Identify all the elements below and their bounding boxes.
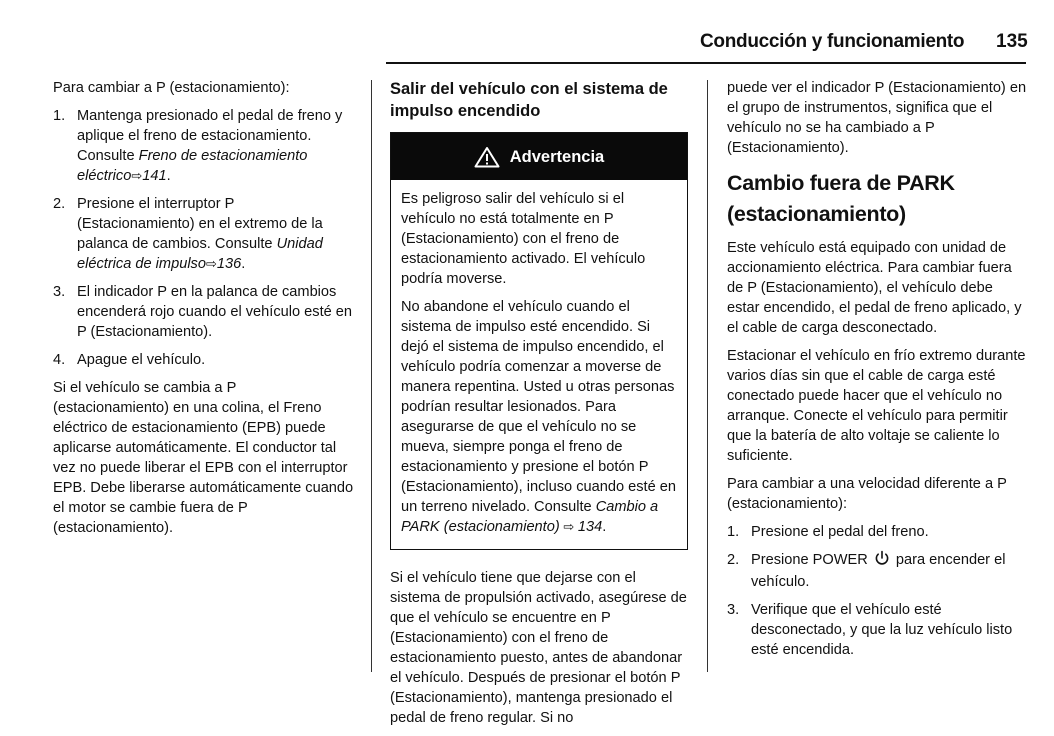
page-ref-arrow-icon: ⇨ [131, 168, 143, 183]
step-number: 1. [727, 524, 740, 540]
step-text: para encender el vehículo. [751, 552, 1006, 590]
warning-heading: Advertencia [509, 147, 605, 166]
step-text: Verifique que el vehículo esté desconectado, y que la luz vehículo listo esté encendida. [751, 602, 1013, 658]
warning-paragraph: No abandone el vehículo cuando el sistema de impulso esté encendido. Si dejó el sistema de impulso encendido, el vehículo podría comenzar a moverse de manera repentina. Usted u otras personas podrían resultar lesionados. Para asegurarse de que el vehículo no se mueva, siempre ponga el freno de estacionamiento y presione el botón P (Estacionamiento), incluso cuando esté en un terreno nivelado. Consulte Cambio a PARK (estacionamiento) ⇨ 134. [401, 299, 677, 535]
step-text: El indicador P en la palanca de cambios encenderá rojo cuando el vehículo esté en P (Estacionamiento). [77, 284, 353, 340]
step-text: Presione POWER [751, 552, 868, 568]
running-header-title: Conducción y funcionamiento [700, 31, 965, 52]
list-item: 1. Mantenga presionado el pedal de freno y aplique el freno de estacionamiento. Consulte Freno de estacionamiento eléctrico⇨141. [53, 108, 343, 184]
step-number: 4. [53, 352, 66, 368]
shift-steps-list [727, 522, 1027, 660]
body-paragraph: Para cambiar a una velocidad diferente a P (estacionamiento): [727, 476, 1007, 512]
column-divider-1 [371, 80, 372, 672]
warning-box [390, 132, 688, 550]
cross-reference-link[interactable]: Cambio a PARK (estacionamiento) [401, 499, 659, 535]
cross-reference-link[interactable]: Unidad eléctrica de impulso [77, 236, 323, 272]
cross-reference-link[interactable]: Freno de estacionamiento eléctrico [77, 148, 308, 184]
page-reference: 141 [142, 168, 167, 184]
warning-header [391, 133, 687, 180]
page-reference: 136 [216, 256, 242, 272]
list-item [53, 282, 355, 342]
warning-paragraph: Es peligroso salir del vehículo si el vehículo no está totalmente en P (Estacionamiento) con el freno de estacionamiento activado. El vehículo podría moverse. [401, 191, 646, 287]
park-steps-list [53, 106, 355, 370]
page-ref-arrow-icon: ⇨ [205, 256, 217, 271]
step-number: 1. [53, 108, 66, 124]
step-number: 2. [53, 196, 66, 212]
page-ref-arrow-icon: ⇨ [559, 519, 578, 534]
step-number: 3. [727, 602, 740, 618]
step-number: 2. [727, 552, 740, 568]
propulsion-paragraph: Si el vehículo tiene que dejarse con el sistema de propulsión activado, asegúrese de que el vehículo se encuentre en P (Estacionamiento) con el freno de estacionamiento puesto, antes de abandonar el vehículo. Después de presionar el botón P (Estacionamiento), mantenga presionado el pedal de freno regular. Si no [390, 570, 687, 726]
column-right [727, 78, 1027, 668]
section-title: Salir del vehículo con el sistema de impulso encendido [390, 80, 668, 120]
step-text: Mantenga presionado el pedal de freno y aplique el freno de estacionamiento. Consulte [77, 108, 343, 164]
list-item [727, 550, 1027, 592]
list-item [727, 522, 1027, 542]
list-item [727, 600, 1027, 660]
column-middle [390, 78, 688, 736]
step-number: 3. [53, 284, 66, 300]
warning-triangle-icon [474, 146, 500, 168]
column-divider-2 [707, 80, 708, 672]
page-reference: 134 [577, 519, 603, 535]
list-item: 2. Presione el interruptor P (Estacionamiento) en el extremo de la palanca de cambios. Consulte Unidad eléctrica de impulso⇨136. [53, 196, 323, 272]
warning-body [391, 180, 687, 549]
power-icon [874, 550, 890, 572]
column-left [53, 78, 355, 546]
section-title: Cambio fuera de PARK (estacionamiento) [727, 171, 955, 226]
step-text: Apague el vehículo. [77, 352, 206, 368]
body-paragraph: Estacionar el vehículo en frío extremo durante varios días sin que el cable de carga esté conectado puede hacer que el vehículo no arranque. Conecte el vehículo para permitir que la batería de alto voltaje se caliente lo suficiente. [727, 348, 1026, 464]
page-number: 135 [996, 31, 1028, 52]
body-paragraph: Este vehículo está equipado con unidad de accionamiento eléctrica. Para cambiar fuera de P (Estacionamiento), el vehículo debe estar encendido, el pedal de freno aplicado, y el cable de carga desconectado. [727, 240, 1022, 336]
continuation-paragraph: puede ver el indicador P (Estacionamiento) en el grupo de instrumentos, significa que el vehículo no se ha cambiado a P (Estacionamiento). [727, 80, 1027, 156]
header-rule [386, 62, 1026, 64]
step-text: Presione el interruptor P (Estacionamiento) en el extremo de la palanca de cambios. Consulte [77, 196, 323, 252]
intro-text: Para cambiar a P (estacionamiento): [53, 80, 290, 96]
list-item [53, 350, 355, 370]
epb-paragraph: Si el vehículo se cambia a P (estacionamiento) en una colina, el Freno eléctrico de estacionamiento (EPB) puede aplicarse automáticamente. El conductor tal vez no puede liberar el EPB con el interruptor EPB. Debe liberarse automáticamente cuando el motor se cambie fuera de P (estacionamiento). [53, 380, 354, 536]
step-text: Presione el pedal del freno. [751, 524, 929, 540]
